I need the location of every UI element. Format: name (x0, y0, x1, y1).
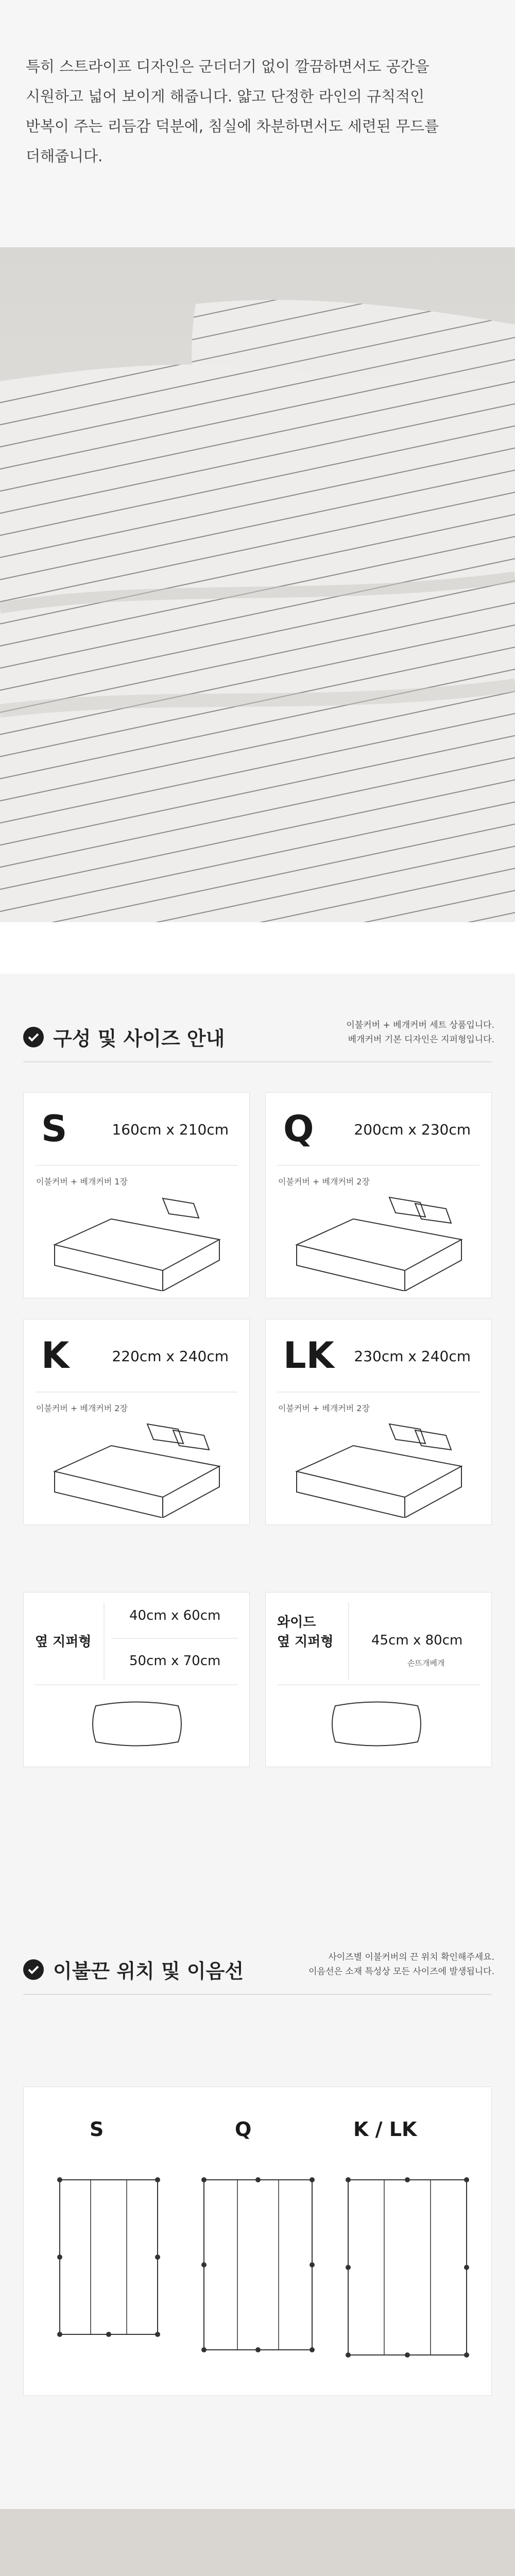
seam-label-klk: K / LK (353, 2118, 417, 2141)
pillow-divider (111, 1638, 238, 1639)
set-caption: 이불커버 + 베개커버 2장 (278, 1403, 370, 1413)
size-card-s (23, 1092, 250, 1298)
seam-diagram-card (23, 2087, 492, 2396)
pillow-card-side-zipper (23, 1592, 250, 1767)
bed-illustration-icon (286, 1188, 472, 1291)
pillow-size: 40cm x 60cm (129, 1608, 221, 1623)
size-letter: Q (283, 1108, 314, 1150)
seam-label-q: Q (235, 2118, 252, 2141)
size-card-k (23, 1319, 250, 1525)
product-photo-pillows (0, 247, 515, 922)
size-dimensions: 220cm x 240cm (112, 1348, 229, 1365)
pillow-type-name: 와이드 (277, 1615, 316, 1630)
pillow-divider (35, 1684, 238, 1685)
seam-section-note (308, 1950, 494, 1979)
seam-label-s: S (90, 2118, 104, 2141)
pillow-card-wide-side-zipper (265, 1592, 492, 1767)
note-line: 이음선은 소재 특성상 모든 사이즈에 발생됩니다. (308, 1967, 494, 1977)
pillow-type-name: 옆 지퍼형 (277, 1634, 334, 1650)
seam-diagram-klk (338, 2170, 477, 2376)
check-circle-icon (23, 1959, 44, 1980)
seam-diagram-s (49, 2170, 168, 2365)
size-section-header (23, 1023, 225, 1051)
intro-block (0, 0, 515, 247)
intro-line: 시원하고 넓어 보이게 해줍니다. 얇고 단정한 라인의 규칙적인 (26, 88, 425, 105)
card-divider (277, 1392, 480, 1393)
card-divider (35, 1165, 238, 1166)
intro-text (26, 52, 500, 171)
note-line: 사이즈별 이불커버의 끈 위치 확인해주세요. (328, 1952, 494, 1962)
size-dimensions: 230cm x 240cm (354, 1348, 471, 1365)
product-photo-bed (0, 2509, 515, 2576)
card-divider (277, 1165, 480, 1166)
pillow-illustration-icon (325, 1696, 428, 1752)
pillow-type-name: 옆 지퍼형 (35, 1634, 92, 1650)
note-line: 이불커버 + 베개커버 세트 상품입니다. (346, 1020, 494, 1030)
size-letter: LK (283, 1334, 334, 1377)
size-dimensions: 200cm x 230cm (354, 1121, 471, 1138)
pillow-divider (348, 1603, 349, 1680)
pillow-size: 50cm x 70cm (129, 1653, 221, 1669)
intro-line: 반복이 주는 리듬감 덕분에, 침실에 차분하면서도 세련된 무드를 (26, 117, 439, 135)
section-divider (23, 1994, 492, 1995)
set-caption: 이불커버 + 베개커버 2장 (36, 1403, 128, 1413)
bed-illustration-icon (44, 1188, 230, 1291)
set-caption: 이불커버 + 베개커버 1장 (36, 1177, 128, 1187)
pillow-divider (104, 1603, 105, 1680)
pillow-illustration-icon (85, 1696, 188, 1752)
size-letter: S (41, 1108, 67, 1150)
size-dimensions: 160cm x 210cm (112, 1121, 229, 1138)
seam-diagram-q (194, 2170, 322, 2376)
seam-section-title: 이불끈 위치 및 이음선 (53, 1960, 244, 1982)
set-caption: 이불커버 + 베개커버 2장 (278, 1177, 370, 1187)
note-line: 베개커버 기본 디자인은 지퍼형입니다. (348, 1035, 494, 1045)
size-card-lk (265, 1319, 492, 1525)
check-circle-icon (23, 1027, 44, 1047)
pillow-divider (277, 1684, 480, 1685)
size-section-note (346, 1018, 494, 1047)
section-divider (23, 1061, 492, 1062)
intro-line: 특히 스트라이프 디자인은 군더더기 없이 깔끔하면서도 공간을 (26, 58, 430, 75)
size-section-title: 구성 및 사이즈 안내 (53, 1027, 225, 1050)
bed-illustration-icon (44, 1415, 230, 1518)
pillow-note: 손뜨개베개 (407, 1658, 445, 1668)
bed-illustration-icon (286, 1415, 472, 1518)
card-divider (35, 1392, 238, 1393)
size-letter: K (41, 1334, 70, 1377)
intro-line: 더해줍니다. (26, 147, 103, 165)
pillow-size: 45cm x 80cm (371, 1633, 463, 1648)
size-card-q (265, 1092, 492, 1298)
seam-section-header (23, 1955, 244, 1984)
